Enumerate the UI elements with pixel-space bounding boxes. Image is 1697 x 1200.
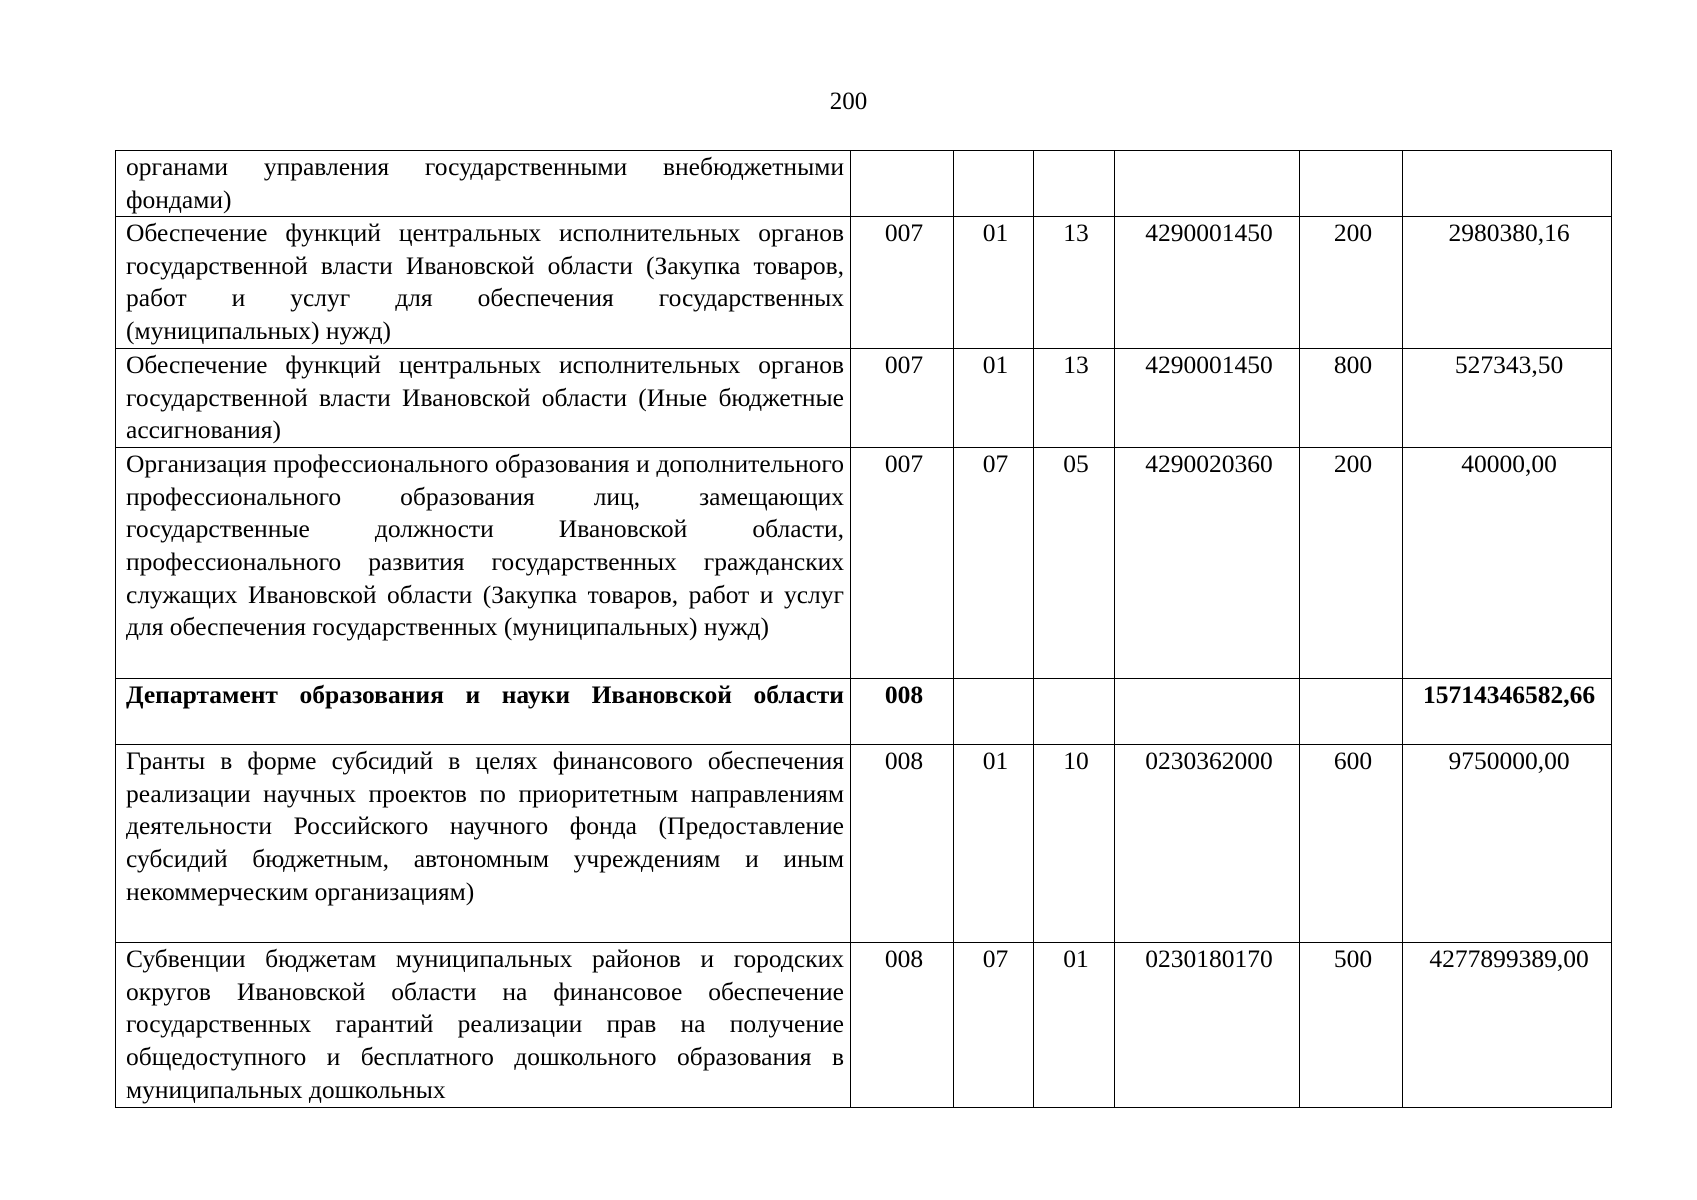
target-article-code: 4290001450 xyxy=(1115,349,1300,448)
section-code: 07 xyxy=(954,943,1034,1108)
row-description: Гранты в форме субсидий в целях финансового обеспечения реализации научных проектов по приоритетным направлениям деятельности Российского научного фонда (Предоставление субсидий бюджетным, автономным учреждениям и иным некоммерческим организациям) xyxy=(116,745,851,943)
subsection-code: 05 xyxy=(1034,448,1115,679)
target-article-code: 0230362000 xyxy=(1115,745,1300,943)
budget-table xyxy=(115,150,1612,1108)
row-description: органами управления государственными внебюджетными фондами) xyxy=(116,151,851,217)
page-number: 200 xyxy=(829,88,868,115)
amount: 527343,50 xyxy=(1403,349,1612,448)
amount: 15714346582,66 xyxy=(1403,679,1612,745)
amount: 4277899389,00 xyxy=(1403,943,1612,1108)
amount: 40000,00 xyxy=(1403,448,1612,679)
table-row xyxy=(116,151,1612,217)
amount: 9750000,00 xyxy=(1403,745,1612,943)
expense-type-code: 200 xyxy=(1300,448,1403,679)
table-row xyxy=(116,217,1612,349)
section-code: 01 xyxy=(954,217,1034,349)
subsection-code: 13 xyxy=(1034,349,1115,448)
expense-type-code xyxy=(1300,679,1403,745)
table-row xyxy=(116,448,1612,679)
row-description: Организация профессионального образования и дополнительного профессионального образования лиц, замещающих государственные должности Ивановской области, профессионального развития государственных гражданских служащих Ивановской области (Закупка товаров, работ и услуг для обеспечения государственных (муниципальных) нужд) xyxy=(116,448,851,679)
target-article-code: 4290001450 xyxy=(1115,217,1300,349)
subsection-code xyxy=(1034,151,1115,217)
subsection-code: 13 xyxy=(1034,217,1115,349)
table-row xyxy=(116,745,1612,943)
subsection-code xyxy=(1034,679,1115,745)
target-article-code xyxy=(1115,679,1300,745)
section-code xyxy=(954,151,1034,217)
ministry-code: 007 xyxy=(851,217,954,349)
subsection-code: 10 xyxy=(1034,745,1115,943)
ministry-code: 008 xyxy=(851,679,954,745)
row-description: Обеспечение функций центральных исполнительных органов государственной власти Ивановской области (Иные бюджетные ассигнования) xyxy=(116,349,851,448)
target-article-code xyxy=(1115,151,1300,217)
expense-type-code: 500 xyxy=(1300,943,1403,1108)
expense-type-code xyxy=(1300,151,1403,217)
table-row xyxy=(116,943,1612,1108)
table-row-department xyxy=(116,679,1612,745)
amount: 2980380,16 xyxy=(1403,217,1612,349)
ministry-code: 008 xyxy=(851,943,954,1108)
expense-type-code: 800 xyxy=(1300,349,1403,448)
section-code: 01 xyxy=(954,745,1034,943)
row-description: Обеспечение функций центральных исполнительных органов государственной власти Ивановской области (Закупка товаров, работ и услуг для обеспечения государственных (муниципальных) нужд) xyxy=(116,217,851,349)
expense-type-code: 200 xyxy=(1300,217,1403,349)
expense-type-code: 600 xyxy=(1300,745,1403,943)
target-article-code: 4290020360 xyxy=(1115,448,1300,679)
row-description: Департамент образования и науки Ивановской области xyxy=(116,679,851,745)
subsection-code: 01 xyxy=(1034,943,1115,1108)
section-code: 07 xyxy=(954,448,1034,679)
ministry-code: 007 xyxy=(851,349,954,448)
ministry-code xyxy=(851,151,954,217)
amount xyxy=(1403,151,1612,217)
table-row xyxy=(116,349,1612,448)
section-code xyxy=(954,679,1034,745)
section-code: 01 xyxy=(954,349,1034,448)
target-article-code: 0230180170 xyxy=(1115,943,1300,1108)
row-description: Субвенции бюджетам муниципальных районов и городских округов Ивановской области на финансовое обеспечение государственных гарантий реализации прав на получение общедоступного и бесплатного дошкольного образования в муниципальных дошкольных xyxy=(116,943,851,1108)
ministry-code: 008 xyxy=(851,745,954,943)
ministry-code: 007 xyxy=(851,448,954,679)
